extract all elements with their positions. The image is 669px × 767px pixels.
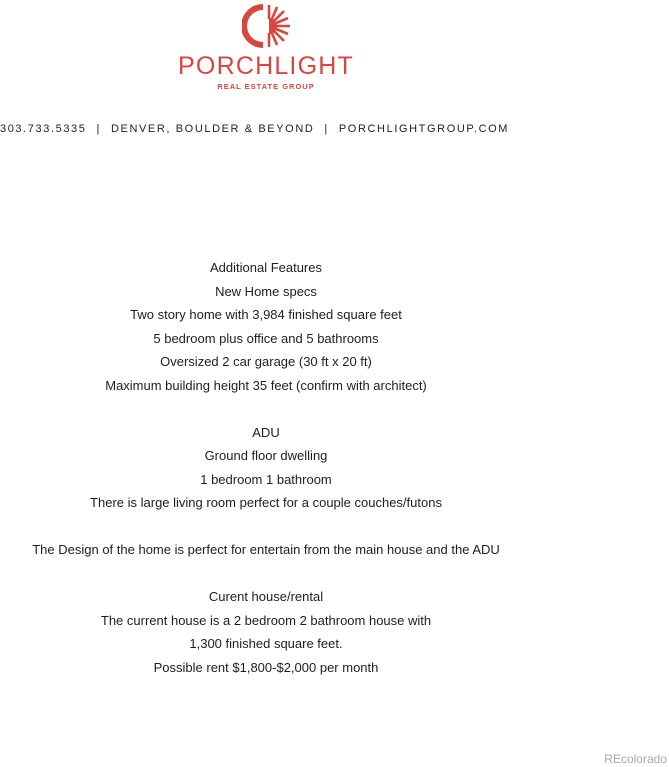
- features-line: Curent house/rental: [208, 589, 324, 604]
- features-line: Maximum building height 35 feet (confirm with architect): [105, 377, 427, 393]
- features-line: Oversized 2 car garage (30 ft x 20 ft): [160, 354, 372, 369]
- features-line: Possible rent $1,800-$2,000 per month: [153, 659, 379, 675]
- contact-bar: [0, 121, 509, 137]
- features-blank-line: [0, 397, 532, 421]
- features-line: 1 bedroom 1 bathroom: [200, 471, 332, 487]
- features-line: ADU: [252, 424, 280, 440]
- features-line: There is large living room perfect for a couple couches/futons: [90, 495, 442, 510]
- contact-location: DENVER, BOULDER & BEYOND: [110, 123, 315, 135]
- features-blank-line: [0, 515, 532, 539]
- features-heading: Additional Features: [209, 260, 322, 275]
- features-line: Ground floor dwelling: [204, 448, 328, 463]
- brand-name: PORCHLIGHT: [178, 52, 354, 80]
- features-text-block: [0, 256, 532, 679]
- features-line: 1,300 finished square feet.: [189, 636, 343, 651]
- porchlight-sun-logo-icon: [242, 1, 292, 51]
- contact-separator: |: [96, 123, 101, 135]
- features-line: The current house is a 2 bedroom 2 bathroom house with: [100, 612, 432, 628]
- recolorado-watermark: REcolorado: [604, 752, 667, 766]
- features-line: Two story home with 3,984 finished square feet: [130, 307, 402, 322]
- brand-subtitle: REAL ESTATE GROUP: [217, 82, 315, 91]
- contact-website: PORCHLIGHTGROUP.COM: [338, 123, 510, 135]
- porchlight-logo: [0, 0, 530, 100]
- contact-separator: |: [324, 123, 329, 135]
- features-line: 5 bedroom plus office and 5 bathrooms: [153, 330, 379, 346]
- features-line: The Design of the home is perfect for entertain from the main house and the ADU: [32, 542, 500, 557]
- features-line: New Home specs: [215, 283, 317, 299]
- features-blank-line: [0, 562, 532, 586]
- contact-phone: 303.733.5335: [0, 123, 87, 135]
